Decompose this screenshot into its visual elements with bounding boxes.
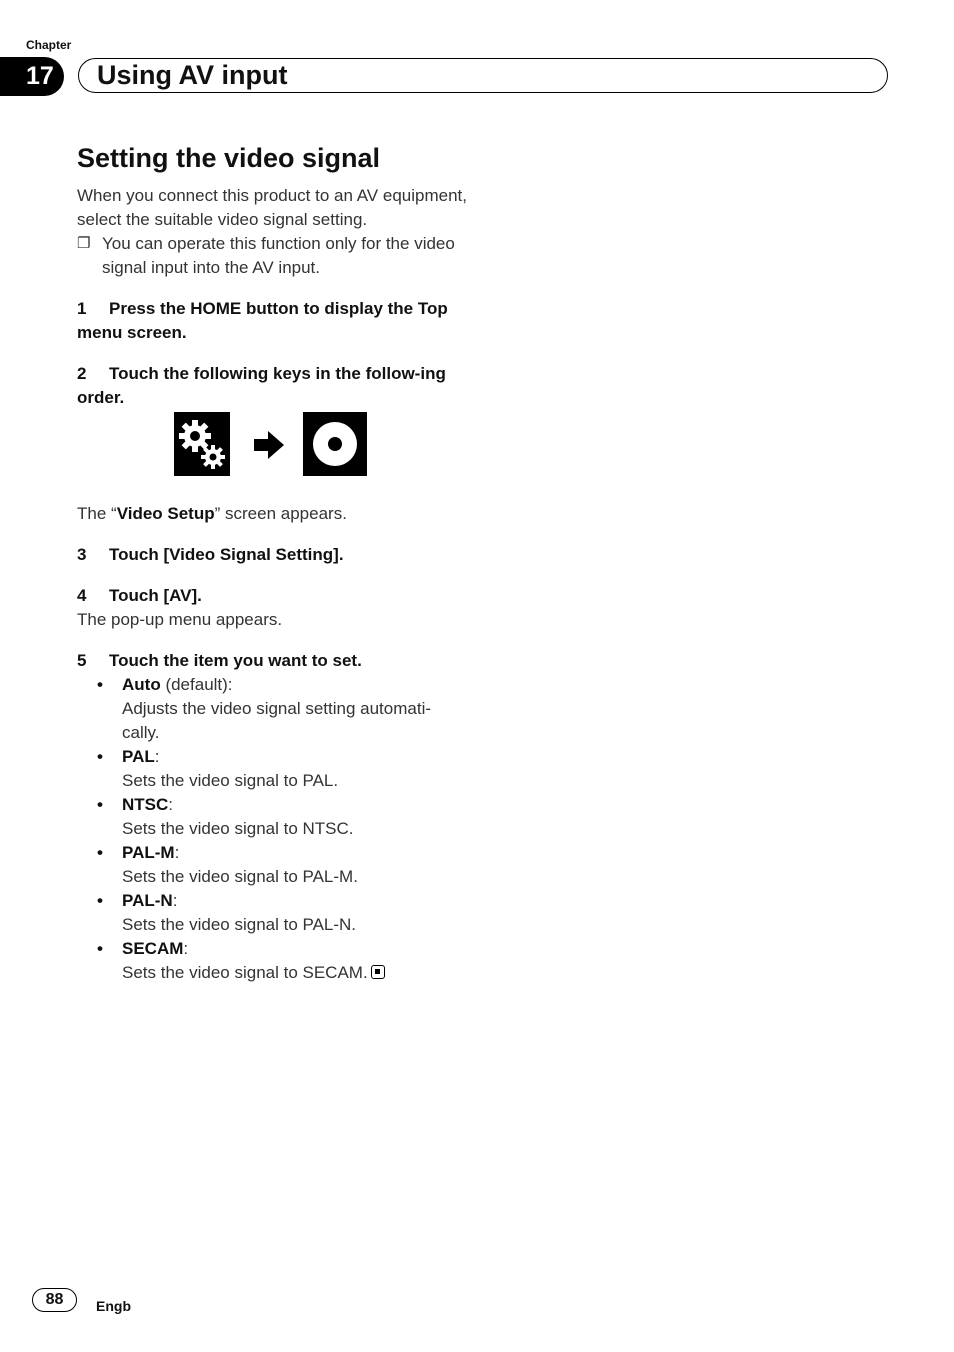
bullet: • — [97, 939, 103, 958]
option-list — [77, 673, 467, 985]
step-2-text: Touch the following keys in the follow-ing order. — [77, 364, 446, 407]
key-sequence — [77, 412, 467, 502]
video-setup-name: Video Setup — [116, 504, 215, 523]
option-name: PAL-M — [122, 843, 175, 862]
right-arrow-icon — [252, 429, 286, 466]
step-4-text: Touch [AV]. — [109, 586, 202, 605]
option-name: SECAM — [122, 939, 184, 958]
step-5-number: 5 — [77, 651, 87, 670]
step-1 — [77, 297, 467, 345]
list-item — [77, 937, 467, 985]
main-content — [77, 140, 467, 985]
option-suffix: : — [183, 939, 189, 958]
note-text: You can operate this function only for the video signal input into the AV input. — [102, 234, 455, 277]
intro-paragraph: When you connect this product to an AV equipment, select the suitable video signal setting. — [77, 186, 467, 229]
chapter-title: Using AV input — [78, 58, 888, 93]
option-suffix: : — [154, 747, 160, 766]
option-description: Sets the video signal to PAL-M. — [122, 867, 358, 886]
step-4 — [77, 584, 467, 608]
chapter-label: Chapter — [26, 38, 72, 52]
option-name: Auto — [122, 675, 161, 694]
video-setup-appears — [77, 502, 467, 526]
bullet: • — [97, 795, 103, 814]
option-description: Sets the video signal to SECAM. — [122, 963, 368, 982]
option-name: PAL — [122, 747, 155, 766]
bullet: • — [97, 747, 103, 766]
note — [77, 232, 467, 280]
list-item — [77, 889, 467, 937]
step-1-number: 1 — [77, 299, 87, 318]
disc-icon[interactable] — [303, 412, 367, 476]
step-3-number: 3 — [77, 545, 87, 564]
bullet: • — [97, 891, 103, 910]
option-suffix: : — [168, 795, 174, 814]
step-5-text: Touch the item you want to set. — [109, 651, 362, 670]
list-item — [77, 745, 467, 793]
bullet: • — [97, 675, 103, 694]
option-name: NTSC — [122, 795, 169, 814]
bullet: • — [97, 843, 103, 862]
step-2-number: 2 — [77, 364, 87, 383]
step-3 — [77, 543, 467, 567]
option-suffix: : — [172, 891, 178, 910]
end-of-section-icon — [371, 965, 385, 979]
step-2 — [77, 362, 467, 410]
option-description: Sets the video signal to PAL. — [122, 771, 339, 790]
option-name: PAL-N — [122, 891, 173, 910]
option-suffix: (default): — [160, 675, 233, 694]
step-4-number: 4 — [77, 586, 87, 605]
step-3-text: Touch [Video Signal Setting]. — [109, 545, 344, 564]
list-item — [77, 793, 467, 841]
step-1-text: Press the HOME button to display the Top menu screen. — [77, 299, 448, 342]
page-number: 88 — [32, 1288, 77, 1312]
language-code: Engb — [96, 1298, 131, 1314]
list-item — [77, 841, 467, 889]
option-description: Sets the video signal to NTSC. — [122, 819, 354, 838]
section-title: Setting the video signal — [77, 143, 381, 173]
option-description: Sets the video signal to PAL-N. — [122, 915, 357, 934]
settings-gears-icon[interactable] — [174, 412, 230, 476]
step-5 — [77, 649, 467, 673]
list-item — [77, 673, 467, 745]
step-4-result: The pop-up menu appears. — [77, 610, 283, 629]
appears-suffix: ” screen appears. — [214, 504, 347, 523]
appears-prefix: The “ — [77, 504, 117, 523]
option-suffix: : — [174, 843, 180, 862]
note-checkbox-icon: ❐ — [77, 235, 91, 252]
chapter-number-tab: 17 — [0, 57, 64, 96]
option-description: Adjusts the video signal setting automati-cally. — [122, 699, 432, 742]
